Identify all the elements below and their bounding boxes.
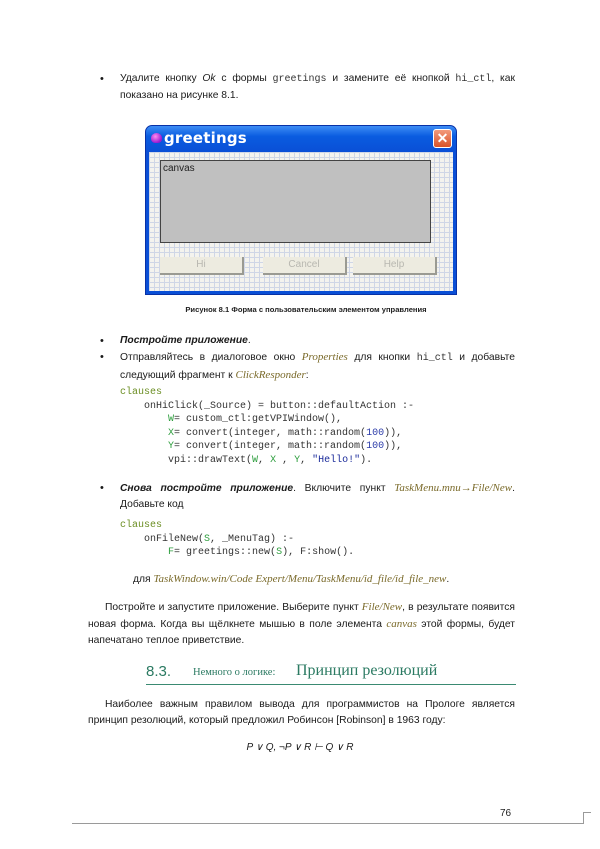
cancel-button[interactable]: Cancel — [263, 257, 347, 275]
menu-path-term: TaskMenu.mnu→File/New — [394, 482, 513, 494]
bullet-icon: • — [100, 73, 104, 85]
resolution-formula: P ∨ Q, ¬P ∨ R ⊢ Q ∨ R — [246, 742, 354, 753]
for-path-line: для TaskWindow.win/Code Expert/Menu/TaskMenu/id_file/id_file_new. — [133, 573, 450, 585]
footer-rule — [72, 823, 583, 824]
paragraph-run-app: Постройте и запустите приложение. Выберите пункт File/New, в результате появится новая форма. Когда вы щёлкнете мышью в поле элемента canvas этой формы, будет напечатано теплое приветствие. — [88, 601, 516, 646]
canvas-label: canvas — [163, 163, 195, 174]
figure-caption: Рисунок 8.1 Форма с пользовательским элементом управления — [185, 305, 427, 314]
properties-term: Properties — [301, 351, 348, 363]
window-titlebar — [146, 126, 456, 152]
greetings-window — [145, 125, 457, 295]
greetings-term: greetings — [272, 74, 327, 85]
bullet-build-app: • Постройте приложение. — [100, 335, 251, 347]
window-title: greetings — [164, 129, 247, 147]
section-title: Принцип резолюций — [296, 662, 438, 679]
bullet-icon: • — [100, 335, 104, 347]
hi-button[interactable]: Hi — [160, 257, 244, 275]
clickresponder-term: ClickResponder — [235, 369, 306, 381]
ok-term: Ok — [202, 73, 216, 84]
bullet-icon: • — [100, 482, 104, 494]
canvas-term: canvas — [386, 618, 417, 630]
paragraph-resolution: Наиболее важным правилом вывода для программистов на Прологе является принцип резолюций, который предложил Робинсон [Robinson] в 1963 году: — [88, 699, 515, 726]
section-heading — [146, 660, 516, 685]
bullet-properties: • Отправляйтесь в диалоговое окно Properties для кнопки hi_ctl и добавьте следующий фрагмент к ClickResponder: — [100, 351, 515, 381]
canvas-control[interactable] — [160, 160, 431, 243]
close-icon[interactable]: ✕ — [433, 129, 452, 148]
footer-corner-top — [583, 812, 591, 813]
footer-corner — [583, 812, 584, 824]
section-subtitle: Немного о логике: — [193, 667, 276, 678]
section-number: 8.3. — [146, 663, 172, 680]
bullet-remove-ok: • Удалите кнопку Ok с формы greetings и замените её кнопкой hi_ctl, как показано на рисунке 8.1. — [100, 73, 516, 101]
bullet-rebuild: • Снова постройте приложение. Включите пункт TaskMenu.mnu→File/New. Добавьте код — [100, 482, 515, 510]
code-block-onfilenew: clauses onFileNew(S, _MenuTag) :- F= greetings::new(S), F:show(). — [120, 520, 355, 558]
hi-ctl-term: hi_ctl — [416, 353, 453, 364]
help-button[interactable]: Help — [353, 257, 437, 275]
bullet-icon: • — [100, 351, 104, 363]
page-number: 76 — [500, 808, 512, 819]
window-body — [149, 152, 453, 291]
app-icon — [151, 133, 162, 143]
code-block-onhiclick: clauses onHiClick(_Source) = button::defaultAction :- W= custom_ctl:getVPIWindow(), X= convert(integer, math::random(100)), Y= convert(integer, math::random(100)), vpi::drawText(W, X , Y, "Hello!"). — [120, 387, 415, 466]
code-expert-path: TaskWindow.win/Code Expert/Menu/TaskMenu/id_file/id_file_new — [153, 573, 447, 585]
hi-ctl-term: hi_ctl — [455, 74, 492, 85]
file-new-term: File/New — [361, 601, 403, 613]
